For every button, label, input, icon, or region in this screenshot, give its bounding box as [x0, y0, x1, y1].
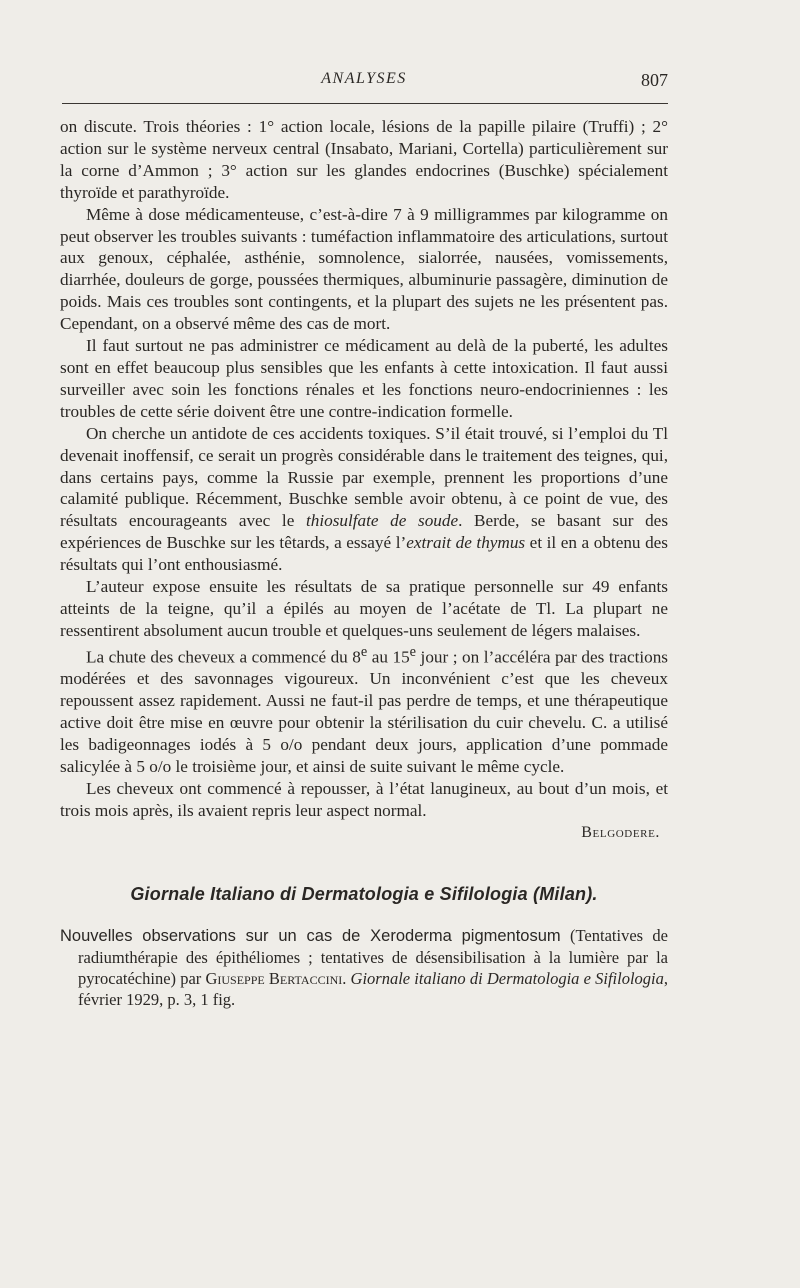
document-page [60, 62, 669, 1009]
running-title: ANALYSES [321, 70, 407, 87]
paragraph-6-text-a: La chute des cheveux a commencé du 8 [86, 647, 361, 667]
paragraph-6 [60, 642, 668, 778]
paragraph-4-text-a: On cherche un antidote de ces accidents toxiques. S’il était trouvé, si l’emploi du Tl devenait inoffensif, ce serait un progrès considérable dans le traitement des teignes, qui, dans certains pays, comme la Russie par exemple, prennent les proportions d’une calamité publique. Récemment, Buschke semble avoir obtenu, à ce point de vue, des résultats encourageants avec le [60, 423, 668, 531]
article-citation: , février 1929, p. 3, 1 fig. [78, 968, 668, 1009]
paragraph-6-text-c: jour ; on l’accéléra par des tractions modérées et des savonnages vigoureux. Un inconvénient c’est que les cheveux repoussent assez rapidement. Aussi ne faut-il pas perdre de temps, et une thérapeutique active doit être mise en œuvre pour obtenir la stérilisation du cuir chevelu. C. a utilisé les badigeonnages iodés à 5 o/o pendant deux jours, application d’une pommade salicylée à 5 o/o le troisième jour, et ainsi de suite suivant le même cycle. [60, 647, 668, 777]
paragraph-7: Les cheveux ont commencé à repousser, à l’état lanugineux, au bout d’un mois, et trois mois après, ils avaient repris leur aspect normal. [60, 778, 668, 820]
author-signature: Belgodere. [581, 823, 660, 841]
thymus-term: extrait de thymus [406, 533, 526, 553]
article-journal: Giornale italiano di Dermatologia e Sifilologia [350, 968, 664, 988]
header-rule [62, 103, 668, 104]
paragraph-4-text-e: et il en a obtenu des résultats qui l’ont enthousiasmé. [60, 533, 668, 575]
article-entry [60, 925, 668, 1010]
journal-heading: Giornale Italiano di Dermatologia e Sifilologia (Milan). [130, 883, 598, 904]
article-separator: . [342, 968, 351, 988]
paragraph-5: L’auteur expose ensuite les résultats de sa pratique personnelle sur 49 enfants atteints de la teigne, qu’il a épilés au moyen de l’acétate de Tl. La plupart ne ressentirent absolument aucun trouble et quelques-uns seulement de légers malaises. [60, 577, 668, 640]
superscript-e-2: e [409, 643, 417, 660]
body-text [60, 116, 668, 1010]
paragraph-4-text-c: . Berde, se basant sur des expériences de Buschke sur les têtards, a essayé l’ [60, 511, 669, 553]
paragraph-1: on discute. Trois théories : 1° action locale, lésions de la papille pilaire (Truffi) ; 2° action sur le système nerveux central (Insabato, Mariani, Cortella) particulièrement sur la corne d’Ammon ; 3° action sur les glandes endocrines (Buschke) spécialement thyroïde et parathyroïde. [60, 117, 668, 202]
paragraph-4 [60, 423, 668, 576]
running-header [60, 62, 668, 90]
paragraph-3: Il faut surtout ne pas administrer ce médicament au delà de la puberté, les adultes sont en effet beaucoup plus sensibles que les enfants à cette intoxication. Il faut aussi surveiller avec soin les fonctions rénales et les fonctions neuro-endocriniennes : les troubles de cette série doivent être une contre-indication formelle. [60, 336, 668, 421]
superscript-e-1: e [360, 643, 368, 660]
article-title: Nouvelles observations sur un cas de Xeroderma pigmentosum [60, 926, 561, 945]
article-subtitle: (Tentatives de radiumthérapie des épithéliomes ; tentatives de désensibilisation à la lumière par la pyrocatéchine) par [78, 925, 668, 988]
paragraph-2: Même à dose médicamenteuse, c’est-à-dire 7 à 9 milligrammes par kilogramme on peut observer les troubles suivants : tuméfaction inflammatoire des articulations, surtout aux genoux, céphalée, asthénie, somnolence, sialorrée, nausées, vomissements, diarrhée, douleurs de gorge, poussées thermiques, albuminurie passagère, diminution de poids. Mais ces troubles sont contingents, et la plupart des sujets ne les présentent pas. Cependant, on a observé même des cas de mort. [60, 204, 668, 334]
page-number: 807 [641, 70, 668, 90]
thiosulfate-term: thiosulfate de soude [305, 511, 459, 531]
article-author: Giuseppe Bertaccini [205, 968, 343, 988]
paragraph-6-text-b: au 15 [367, 647, 410, 667]
